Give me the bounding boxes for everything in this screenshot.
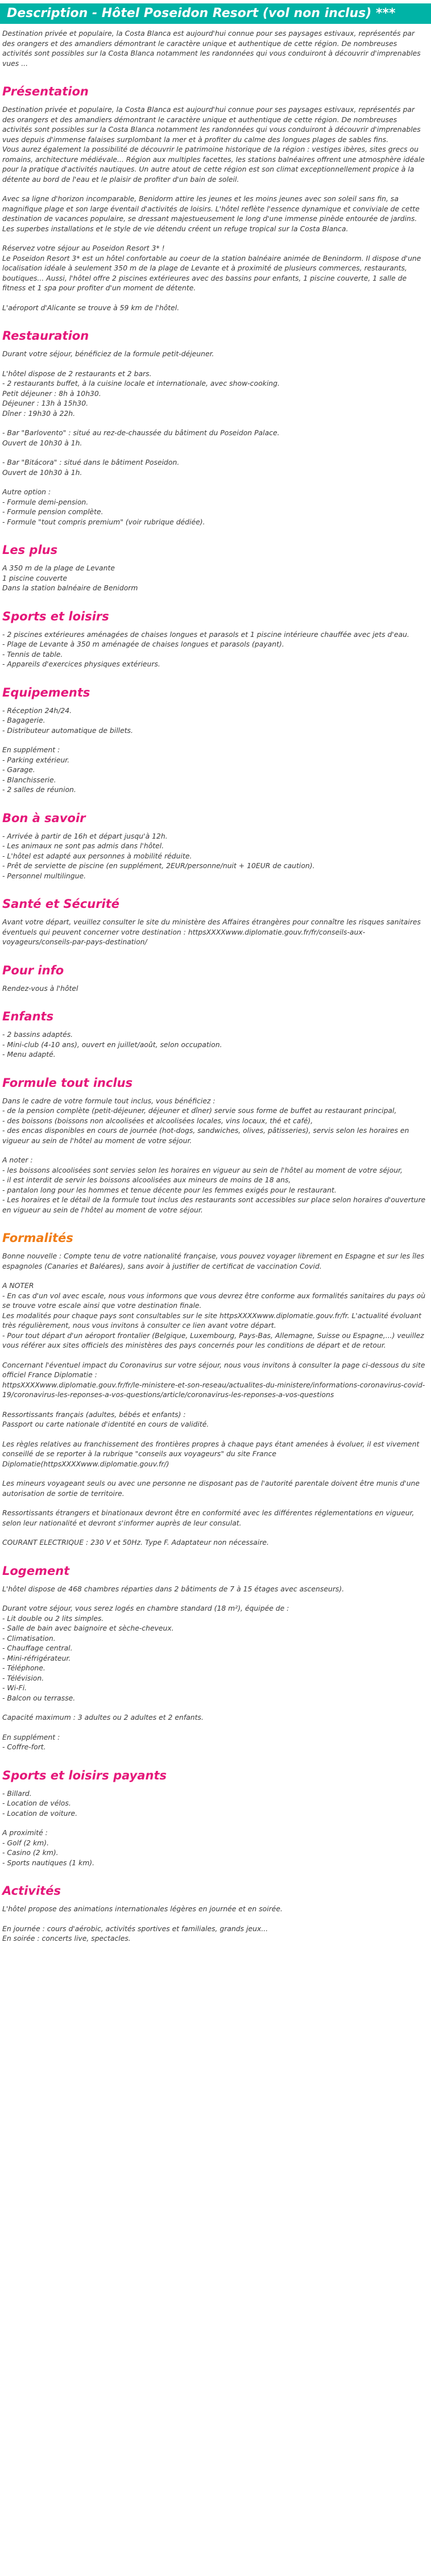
- section-paragraph-formule-tout-inclus: A noter : - les boissons alcoolisées sont servies selon les horaires en vigueur au sein de l'hôtel au moment de votre séjour, - il est interdit de servir les boissons alcoolisées aux mineurs de moins de 18 ans, - pantalon long pour les hommes et tenue décente pour les femmes exigés pour le restaurant. - Les horaires et le détail de la formule tout inclus des restaurants sont accessibles sur place selon horaires d'ouverture en vigueur au sein de l'hôtel au moment de votre séjour.: [2, 1156, 426, 1214]
- section-title-sports-loisirs-payants: Sports et loisirs payants: [2, 1768, 167, 1782]
- section-paragraph-presentation: Avec sa ligne d'horizon incomparable, Benidorm attire les jeunes et les moins jeunes avec son soleil sans fin, sa magnifique plage et son large éventail d'activités de loisirs. L'hôtel reflète l'essence dynamique et conviviale de cette destination de vacances populaire, se dressant majestueusement le long d'une immense pinède entourée de jardins. Les superbes installations et le style de vie détendu créent un refuge tropical sur la Costa Blanca.: [2, 194, 420, 233]
- section-title-presentation: Présentation: [2, 85, 89, 98]
- section-paragraph-les-plus: A 350 m de la plage de Levante 1 piscine couverte Dans la station balnéaire de Benidorm: [2, 564, 138, 592]
- section-title-formalites: Formalités: [2, 1231, 73, 1245]
- section-title-activites: Activités: [2, 1884, 61, 1898]
- section-paragraph-activites: En journée : cours d'aérobic, activités sportives et familiales, grands jeux... En soirée : concerts live, spectacles.: [2, 1924, 268, 1943]
- section-paragraph-equipements: En supplément : - Parking extérieur. - Garage. - Blanchisserie. - 2 salles de réunion.: [2, 745, 76, 794]
- section-paragraph-formule-tout-inclus: Dans le cadre de votre formule tout inclus, vous bénéficiez : - de la pension complète (petit-déjeuner, déjeuner et dîner) servie sous forme de buffet au restaurant principal, - des boissons (boissons non alcoolisées et alcoolisées locales, vins locaux, thé et café), - des encas disponibles en cours de journée (hot-dogs, sandwiches, olives, pâtisseries), servis selon les horaires en vigueur au sein de l'hôtel au moment de votre séjour.: [2, 1096, 409, 1145]
- section-paragraph-enfants: - 2 bassins adaptés. - Mini-club (4-10 ans), ouvert en juillet/août, selon occupation. - Menu adapté.: [2, 1030, 222, 1058]
- section-paragraph-sante-securite: Avant votre départ, veuillez consulter le site du ministère des Affaires étrangères pour connaître les risques sanitaires éventuels qui peuvent concerner votre destination : httpsXXXXwww.diplomatie.gouv.fr/fr/conseils-aux-voyageurs/conseils-par-pays-destination/: [2, 918, 421, 946]
- section-paragraph-logement: Capacité maximum : 3 adultes ou 2 adultes et 2 enfants.: [2, 1713, 204, 1721]
- section-title-pour-info: Pour info: [2, 963, 64, 977]
- section-title-logement: Logement: [2, 1564, 70, 1578]
- section-paragraph-activites: L'hôtel propose des animations internationales légères en journée et en soirée.: [2, 1904, 283, 1913]
- section-paragraph-formalites: Bonne nouvelle : Compte tenu de votre nationalité française, vous pouvez voyager librement en Espagne et sur les îles espagnoles (Canaries et Baléares), sans avoir à justifier de certificat de vaccination Covid.: [2, 1252, 425, 1270]
- intro-paragraph: Destination privée et populaire, la Costa Blanca est aujourd'hui connue pour ses paysages estivaux, représentés par des orangers et des amandiers démontrant le caractère unique et authentique de cette région. De nombreuses activités sont possibles sur la Costa Blanca notamment les randonnées qui vous conduiront à découvrir d'imprenables vues ...: [2, 29, 421, 68]
- section-paragraph-formalites: Ressortissants étrangers et binationaux devront être en conformité avec les différentes réglementations en vigueur, selon leur nationalité et devront s'informer auprès de leur consulat.: [2, 1508, 415, 1527]
- section-paragraph-restauration: Durant votre séjour, bénéficiez de la formule petit-déjeuner.: [2, 349, 214, 358]
- section-paragraph-sports-loisirs-payants: A proximité : - Golf (2 km). - Casino (2 km). - Sports nautiques (1 km).: [2, 1828, 95, 1867]
- section-paragraph-formalites: Ressortissants français (adultes, bébés et enfants) : Passport ou carte nationale d'identité en cours de validité.: [2, 1410, 209, 1428]
- section-paragraph-sports-loisirs: - 2 piscines extérieures aménagées de chaises longues et parasols et 1 piscine intérieure chauffée avec jets d'eau. - Plage de Levante à 350 m aménagée de chaises longues et parasols (payant). - Tennis de table. - Appareils d'exercices physiques extérieurs.: [2, 630, 409, 668]
- section-paragraph-formalites: COURANT ELECTRIQUE : 230 V et 50Hz. Type F. Adaptateur non nécessaire.: [2, 1538, 269, 1547]
- section-paragraph-restauration: - Bar "Bitácora" : situé dans le bâtiment Poseidon. Ouvert de 10h30 à 1h.: [2, 458, 180, 477]
- section-title-bon-a-savoir: Bon à savoir: [2, 811, 86, 825]
- section-title-equipements: Equipements: [2, 685, 90, 699]
- section-title-formule-tout-inclus: Formule tout inclus: [2, 1076, 133, 1090]
- section-paragraph-restauration: - Bar "Barlovento" : situé au rez-de-chaussée du bâtiment du Poseidon Palace. Ouvert de 10h30 à 1h.: [2, 428, 280, 447]
- section-title-enfants: Enfants: [2, 1010, 54, 1023]
- section-paragraph-presentation: L'aéroport d'Alicante se trouve à 59 km de l'hôtel.: [2, 303, 180, 312]
- section-paragraph-equipements: - Réception 24h/24. - Bagagerie. - Distributeur automatique de billets.: [2, 706, 133, 735]
- section-paragraph-pour-info: Rendez-vous à l'hôtel: [2, 983, 78, 993]
- section-paragraph-formalites: Les règles relatives au franchissement des frontières propres à chaque pays étant amenées à évoluer, il est vivement conseillé de se reporter à la rubrique "conseils aux voyageurs" du site France Diplomatie(httpsXXXXwww.diplomatie.gouv.fr/): [2, 1439, 420, 1468]
- section-paragraph-presentation: Destination privée et populaire, la Costa Blanca est aujourd'hui connue pour ses paysages estivaux, représentés par des orangers et des amandiers démontrant le caractère unique et authentique de cette région. De nombreuses activités sont possibles sur la Costa Blanca notamment les randonnées qui vous conduiront à découvrir d'imprenables vues depuis d'immense falaises surplombant la mer et à profiter du calme des longues plages de sables fins. Vous aurez également la possibilité de découvrir le patrimoine historique de la région : vestiges ibères, sites grecs ou romains, architecture médiévale... Région aux multiples facettes, les stations balnéaires offrent une atmosphère idéale pour la pratique d'activités nautiques. Un autre atout de cette région est son climat exceptionnellement propice à la détente au bord de l'eau et le plaisir de profiter d'un bain de soleil.: [2, 105, 425, 184]
- section-title-les-plus: Les plus: [2, 543, 58, 557]
- section-paragraph-presentation: Réservez votre séjour au Poseidon Resort 3* ! Le Poseidon Resort 3* est un hôtel confortable au coeur de la station balnéaire animée de Benindorm. Il dispose d'une localisation idéale à seulement 350 m de la plage de Levante et à proximité de plusieurs commerces, restaurants, boutiques... Aussi, l'hôtel offre 2 piscines extérieures avec des bassins pour enfants, 1 piscine couverte, 1 salle de fitness et 1 spa pour profiter d'un moment de détente.: [2, 244, 421, 292]
- section-title-restauration: Restauration: [2, 329, 89, 343]
- section-paragraph-sports-loisirs-payants: - Billard. - Location de vélos. - Location de voiture.: [2, 1789, 78, 1818]
- section-paragraph-formalites: A NOTER - En cas d'un vol avec escale, nous vous informons que vous devrez être conforme aux formalités sanitaires du pays où se trouve votre escale ainsi que votre destination finale. Les modalités pour chaque pays sont consultables sur le site httpsXXXXwww.diplomatie.gouv.fr/fr. L'actualité évoluant très régulièrement, nous vous invitons à consulter ce lien avant votre départ. - Pour tout départ d'un aéroport frontalier (Belgique, Luxembourg, Pays-Bas, Allemagne, Suisse ou Espagne,...) veuillez vous référer aux sites officiels des ministères des pays concernés pour les conditions de départ et de retour.: [2, 1281, 426, 1349]
- page-title: Description - Hôtel Poseidon Resort (vol non inclus) ***: [0, 3, 431, 24]
- section-paragraph-formalites: Concernant l'éventuel impact du Coronavirus sur votre séjour, nous vous invitons à consulter la page ci-dessous du site officiel France Diplomatie : httpsXXXXwww.diplomatie.gouv.fr/fr/le-ministere-et-son-reseau/actualites-du-ministere/informations-coronavirus-covid-19/coronavirus-les-reponses-a-vos-questions/article/coronavirus-les-reponses-a-vos-questions: [2, 1360, 425, 1399]
- section-paragraph-logement: En supplément : - Coffre-fort.: [2, 1732, 60, 1751]
- section-paragraph-logement: L'hôtel dispose de 468 chambres réparties dans 2 bâtiments de 7 à 15 étages avec ascenseurs).: [2, 1584, 345, 1593]
- section-paragraph-restauration: L'hôtel dispose de 2 restaurants et 2 bars. - 2 restaurants buffet, à la cuisine locale et internationale, avec show-cooking. Petit déjeuner : 8h à 10h30. Déjeuner : 13h à 15h30. Dîner : 19h30 à 22h.: [2, 369, 280, 418]
- section-paragraph-restauration: Autre option : - Formule demi-pension. - Formule pension complète. - Formule "tout compris premium" (voir rubrique dédiée).: [2, 487, 205, 526]
- section-title-sante-securite: Santé et Sécurité: [2, 897, 120, 911]
- section-title-sports-loisirs: Sports et loisirs: [2, 609, 109, 623]
- description-content: [0, 28, 431, 1944]
- section-paragraph-bon-a-savoir: - Arrivée à partir de 16h et départ jusqu'à 12h. - Les animaux ne sont pas admis dans l'hôtel. - L'hôtel est adapté aux personnes à mobilité réduite. - Prêt de serviette de piscine (en supplément, 2EUR/personne/nuit + 10EUR de caution). - Personnel multilingue.: [2, 831, 315, 880]
- section-paragraph-logement: Durant votre séjour, vous serez logés en chambre standard (18 m²), équipée de : - Lit double ou 2 lits simples. - Salle de bain avec baignoire et sèche-cheveux. - Climatisation. - Chauffage central. - Mini-réfrigérateur. - Téléphone. - Télévision. - Wi-Fi. - Balcon ou terrasse.: [2, 1604, 289, 1702]
- section-paragraph-formalites: Les mineurs voyageant seuls ou avec une personne ne disposant pas de l'autorité parentale doivent être munis d'une autorisation de sortie de territoire.: [2, 1479, 420, 1498]
